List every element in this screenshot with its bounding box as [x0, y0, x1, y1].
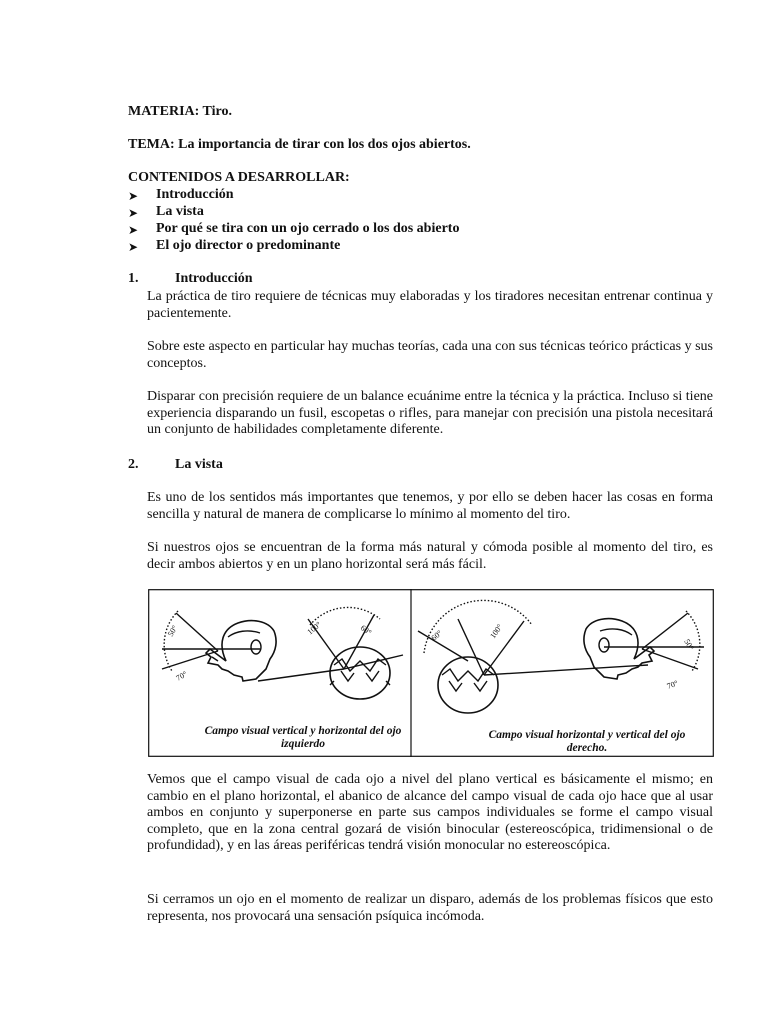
section-1-number: 1. — [128, 271, 139, 286]
left-top-head-icon — [330, 647, 390, 699]
angle-label: 100° — [488, 622, 505, 641]
angle-label: 70° — [174, 669, 189, 683]
angle-label: 100° — [305, 619, 323, 637]
paragraph: Vemos que el campo visual de cada ojo a nivel del plano vertical es básicamente el mismo; en cambio en el plano horizontal, el abanico de alcance del campo visual de cada ojo hace que al usar ambos en conjunto y superponerse en parte sus campos individuales se forme el campo visual completo, que en la zona central gozará de visión binocular (estereoscópica, tridimensional o de profundidad), y en las áreas periféricas tendrá visión monocular no estereoscópica. — [147, 772, 713, 853]
angle-label: 50° — [682, 637, 696, 652]
bullet-arrow-icon: ➤ — [128, 189, 139, 203]
right-top-head-icon — [438, 657, 498, 713]
paragraph: Es uno de los sentidos más importantes que tenemos, y por ello se deben hacer las cosas en forma sencilla y natural de manera de complicarse lo mínimo al momento del tiro. — [147, 490, 713, 522]
materia-line: MATERIA: Tiro. — [128, 104, 232, 119]
list-item: Por qué se tira con un ojo cerrado o los dos abierto — [156, 221, 460, 236]
bullet-arrow-icon: ➤ — [128, 206, 139, 220]
paragraph: Disparar con precisión requiere de un balance ecuánime entre la técnica y la práctica. Incluso si tiene experiencia disparando un fusil, escopetas o rifles, para manejar con precisión una pistola necesitará un conjunto de habilidades completamente diferente. — [147, 389, 713, 437]
list-item: El ojo director o predominante — [156, 238, 341, 253]
bullet-arrow-icon: ➤ — [128, 223, 139, 237]
paragraph: Si nuestros ojos se encuentran de la forma más natural y cómoda posible al momento del tiro, es decir ambos abiertos y en un plano horizontal será más fácil. — [147, 540, 713, 572]
section-2-title: La vista — [175, 457, 223, 472]
left-figure-caption: Campo visual vertical y horizontal del ojo izquierdo — [204, 725, 402, 750]
right-figure-caption: Campo visual horizontal y vertical del ojo derecho. — [488, 729, 686, 754]
list-item: La vista — [156, 204, 204, 219]
bullet-arrow-icon: ➤ — [128, 240, 139, 254]
tema-line: TEMA: La importancia de tirar con los dos ojos abiertos. — [128, 137, 471, 152]
angle-label: 60° — [429, 628, 444, 643]
angle-label: 50° — [165, 623, 180, 638]
angle-label: 60° — [358, 623, 374, 638]
paragraph: Si cerramos un ojo en el momento de realizar un disparo, además de los problemas físicos que esto representa, nos provocará una sensación psíquica incómoda. — [147, 892, 713, 924]
section-1-title: Introducción — [175, 271, 253, 286]
section-2-number: 2. — [128, 457, 139, 472]
contenidos-title: CONTENIDOS A DESARROLLAR: — [128, 170, 350, 185]
angle-label: 70° — [665, 678, 680, 691]
paragraph: La práctica de tiro requiere de técnicas muy elaboradas y los tiradores necesitan entrenar continua y pacientemente. — [147, 289, 713, 321]
paragraph: Sobre este aspecto en particular hay muchas teorías, cada una con sus técnicas teórico prácticas y sus conceptos. — [147, 339, 713, 371]
list-item: Introducción — [156, 187, 234, 202]
visual-field-figure — [148, 589, 714, 757]
